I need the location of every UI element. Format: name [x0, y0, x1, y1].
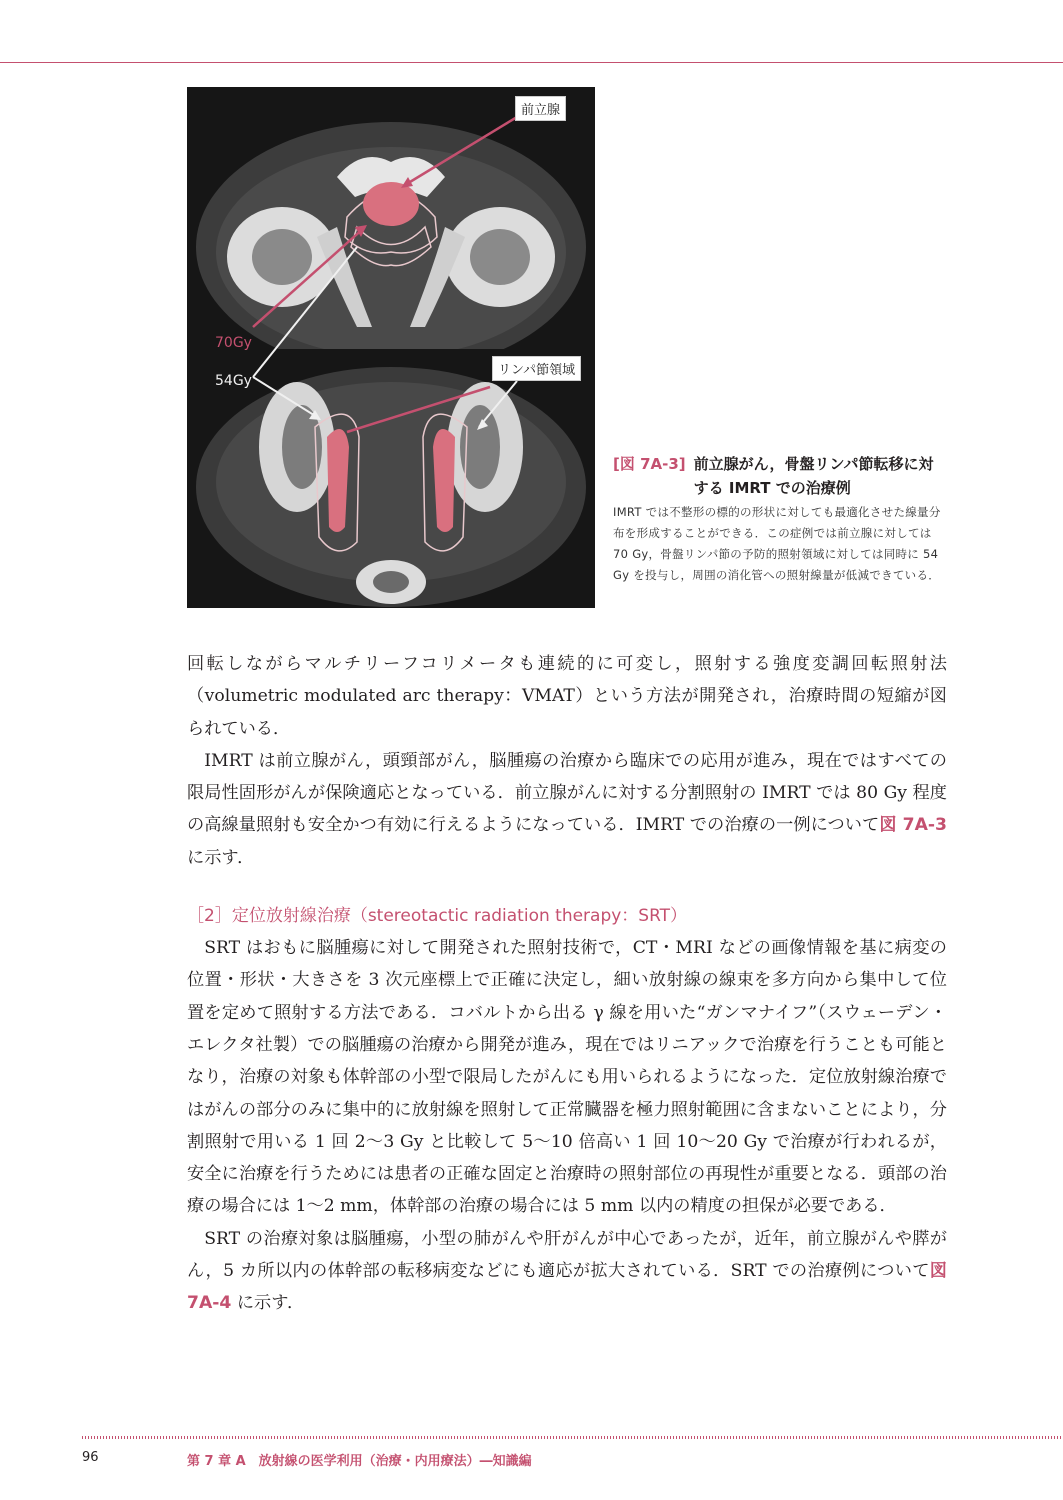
caption-body: IMRT では不整形の標的の形状に対しても最適化させた線量分布を形成することができる．この症例では前立腺に対しては 70 Gy，骨盤リンパ節の予防的照射領域に対しては同時に 54 Gy を投与し，周囲の消化管への照射線量が低減できている． [613, 505, 941, 582]
lymph-region-label: リンパ節領域 [492, 356, 581, 381]
dose-70gy-label: 70Gy [215, 335, 252, 351]
chapter-title: 第 7 章 A 放射線の医学利用（治療・内用療法）―知識編 [187, 1454, 532, 1469]
figure-caption [613, 452, 948, 586]
caption-number: [図 7A-3] [613, 455, 686, 473]
figure-ref-7a4[interactable]: 図 7A-4 [187, 1261, 947, 1314]
paragraph-srt: SRT はおもに脳腫瘍に対して開発された照射技術で，CT・MRI などの画像情報を基に病変の位置・形状・大きさを 3 次元座標上で正確に決定し，細い放射線の線束を多方向から集中して位置を定めて照射する方法である．コバルトから出る γ 線を用いた“ガンマナイフ”（スウェーデン・エレクタ社製）での脳腫瘍の治療から開発が進み，現在ではリニアックで治療を行うことも可能となり，治療の対象も体幹部の小型で限局したがんにも用いられるようになった．定位放射線治療ではがんの部分のみに集中的に放射線を照射して正常臓器を極力照射範囲に含まないことにより，分割照射で用いる 1 回 2〜3 Gy と比較して 5〜10 倍高い 1 回 10〜20 Gy で治療が行われるが，安全に治療を行うためには患者の正確な固定と治療時の照射部位の再現性が重要となる．頭部の治療の場合には 1〜2 mm，体幹部の治療の場合には 5 mm 以内の精度の担保が必要である． [187, 938, 947, 1217]
prostate-label: 前立腺 [515, 96, 566, 121]
paragraph-vmat: 回転しながらマルチリーフコリメータも連続的に可変し，照射する強度変調回転照射法（volumetric modulated arc therapy：VMAT）という方法が開発され，治療時間の短縮が図られている． [187, 654, 947, 739]
caption-title: 前立腺がん，骨盤リンパ節転移に対する IMRT での治療例 [693, 455, 934, 497]
header-rule [0, 62, 1063, 63]
dose-54gy-label: 54Gy [215, 373, 252, 389]
section-heading-srt: ［2］定位放射線治療（stereotactic radiation therapy：SRT） [187, 906, 688, 927]
footer-rule [82, 1436, 1063, 1439]
ct-figure [187, 87, 595, 608]
paragraph-imrt: IMRT は前立腺がん，頭頸部がん，脳腫瘍の治療から臨床での応用が進み，現在ではすべての限局性固形がんが保険適応となっている．前立腺がんに対する分割照射の IMRT では 80 Gy 程度の高線量照射も安全かつ有効に行えるようになっている．IMRT での治療の一例について図 7A-3 に示す． [187, 750, 947, 868]
paragraph-srt-targets: SRT の治療対象は脳腫瘍，小型の肺がんや肝がんが中心であったが，近年，前立腺がんや膵がん，5 カ所以内の体幹部の転移病変などにも適応が拡大されている．SRT での治療例について図 7A-4 に示す． [187, 1228, 947, 1314]
main-body [187, 648, 947, 1320]
page-number: 96 [82, 1450, 99, 1465]
figure-ref-7a3[interactable]: 図 7A-3 [879, 815, 947, 836]
ct-scan-image [187, 87, 595, 608]
